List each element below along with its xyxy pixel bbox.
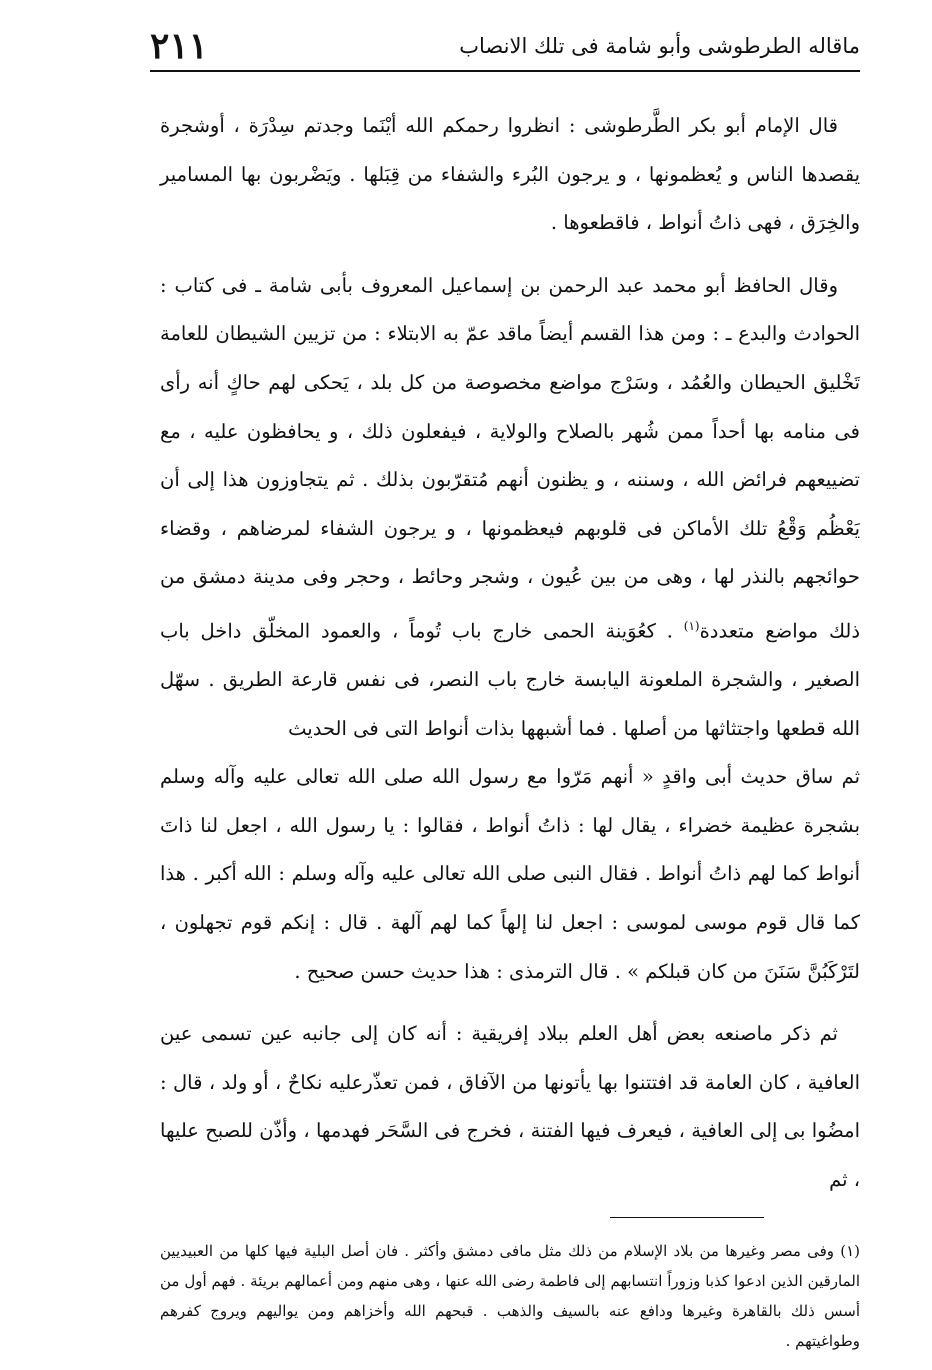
main-text — [160, 102, 860, 1205]
page-header — [150, 22, 860, 66]
paragraph-hadith: ثم ساق حديث أبى واقدٍ « أنهم مَرّوا مع رسول الله صلى الله تعالى عليه وآله وسلم بشجرة عظيمة خضراء ، يقال لها : ذاتُ أنواط ، فقالوا : يا رسول الله ، اجعل لنا ذاتَ أنواط كما لهم ذاتُ أنواط . فقال النبى صلى الله تعالى عليه وآله وسلم : الله أكبر . هذا كما قال قوم موسى لموسى : اجعل لنا إلهاً كما لهم آلهة . قال : إنكم قوم تجهلون ، لتَرْكَبُنَّ سَنَنَ من كان قبلكم » . قال الترمذى : هذا حديث حسن صحيح . — [160, 765, 860, 983]
header-rule — [150, 70, 860, 72]
footnote-marker: (١) — [683, 618, 700, 633]
paragraph-abu-shama — [160, 262, 860, 753]
footnote-rule — [610, 1217, 764, 1218]
page-number: ٢١١ — [150, 25, 209, 67]
paragraph-ifriqiya: ثم ذكر ماصنعه بعض أهل العلم ببلاد إفريقية : أنه كان إلى جانبه عين تسمى عين العافية ، كان العامة قد افتتنوا بها يأتونها من الآفاق ، فمن تعذّرعليه نكاحٌ ، أو ولد ، قال : امضُوا بى إلى العافية ، فيعرف فيها الفتنة ، فخرج فى السَّحَر فهدمها ، وأذّن للصبح عليها ، ثم — [160, 1022, 860, 1191]
footnotes — [160, 1236, 860, 1356]
paragraph-abu-shama-text: وقال الحافظ أبو محمد عبد الرحمن بن إسماعيل المعروف بأبى شامة ـ فى كتاب : الحوادث والبدع ـ : ومن هذا القسم أيضاً ماقد عمّ به الابتلاء : من تزيين الشيطان للعامة تَخْليق الحيطان والعُمُد ، وسَرْج مواضع مخصوصة من كل بلد ، يَحكى لهم حاكٍ أنه رأى فى منامه بها أحداً ممن شُهر بالصلاح والولاية ، فيفعلون ذلك ، و يحافظون عليه ، مع تضييعهم فرائض الله ، وسننه ، و يظنون أنهم مُتقرّبون بذلك . ثم يتجاوزون هذا إلى أن يَعْظُم وَقْعُ تلك الأماكن فى قلوبهم فيعظمونها ، و يرجون الشفاء لمرضاهم ، وقضاء حوائجهم بالنذر لها ، وهى من بين عُيون ، وشجر وحائط ، وحجر وفى مدينة دمشق من ذلك مواضع متعددة — [160, 273, 861, 643]
paragraph-abu-shama-continued: . كعُوَينة الحمى خارج باب تُوماً ، والعمود المخلّق داخل باب الصغير ، والشجرة الملعونة اليابسة خارج باب النصر، فى نفس قارعة الطريق . سهّل الله قطعها واجتثاثها من أصلها . فما أشبهها بذات أنواط التى فى الحديث — [160, 619, 860, 740]
paragraph-tartushi: قال الإمام أبو بكر الطَّرطوشى : انظروا رحمكم الله أيْنَما وجدتم سِدْرَة ، أوشجرة يقصدها الناس و يُعظمونها ، و يرجون البُرء والشفاء من قِبَلها . ويَضْربون بها المسامير والخِرَق ، فهى ذاتُ أنواط ، فاقطعوها . — [160, 114, 860, 235]
running-title: ماقاله الطرطوشى وأبو شامة فى تلك الانصاب — [459, 34, 860, 58]
footnote-1: (١) وفى مصر وغيرها من بلاد الإسلام من ذلك مثل مافى دمشق وأكثر . فان أصل البلية فيها كلها من العبيديين المارقين الذين ادعوا كذبا وزوراً انتسابهم إلى فاطمة رضى الله عنها ، وهى منهم ومن أعمالهم بريئة . فهم أول من أسس ذلك بالقاهرة وغيرها ودافع عنه بالسيف والذهب . قبحهم الله وأخزاهم ومن يواليهم ويروج كفرهم وطواغيتهم . — [160, 1242, 860, 1350]
